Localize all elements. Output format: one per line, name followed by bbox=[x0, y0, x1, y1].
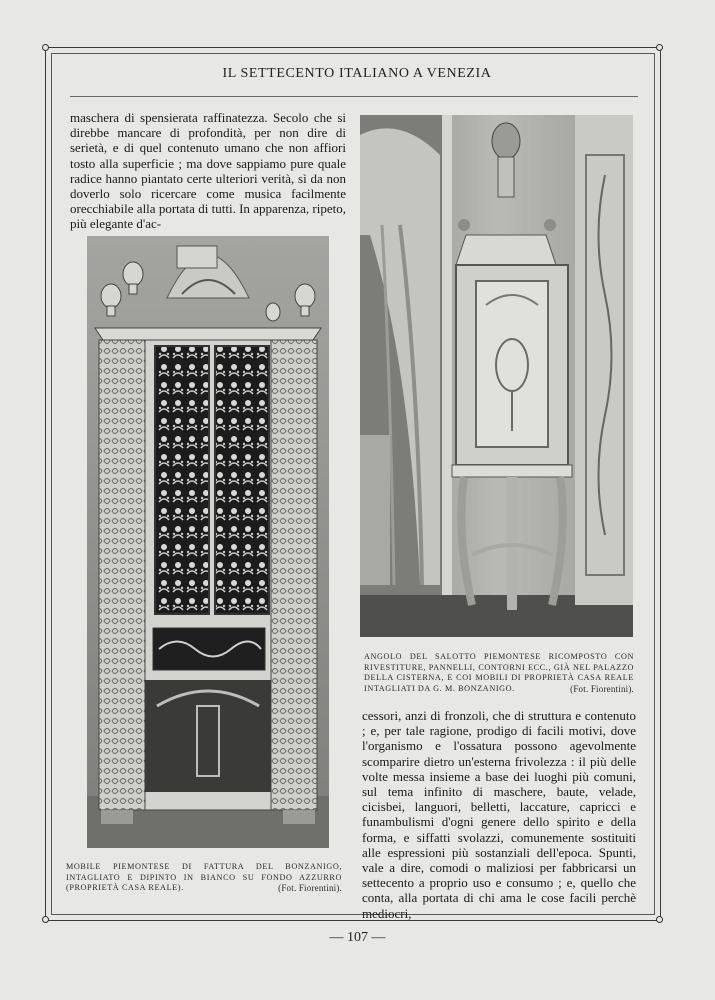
left-column bbox=[70, 110, 346, 232]
salon-corner-photo bbox=[360, 115, 633, 637]
frame-corner-ornament bbox=[42, 44, 49, 51]
left-photo-credit: (Fot. Fiorentini). bbox=[278, 883, 342, 893]
frame-corner-ornament bbox=[656, 44, 663, 51]
frame-corner-ornament bbox=[42, 916, 49, 923]
right-paragraph: cessori, anzi di fronzoli, che di struttura e contenuto ; e, per tale ragione, prodigo di facili motivi, dove l'organismo e l'ossatura possono agevolmente scomparire dietro un'esterna frivolezza : il più delle volte messa insieme a base dei luoghi più comuni, sul tema infinito di maschere, baute, velade, cicisbei, languori, belletti, laccature, capricci e funambulismi d'ogni genere dello spirito e della forma, e siffatti svolazzi, comunemente sostituiti alle espressioni più sostanziali dell'epoca. Spunti, vale a dire, comodi o maliziosi per fabbricarsi un settecento a proprio uso e consumo ; e, quello che conta, alla portata di chi ama le cose facili perchè mediocri, bbox=[362, 708, 636, 921]
right-caption-text: ANGOLO DEL SALOTTO PIEMONTESE RICOMPOSTO CON RIVESTITURE, PANNELLI, CONTORNI ECC., GIÀ NEL PALAZZO DELLA CISTERNA, E COI MOBILI DI PROPRIETÀ CASA REALE INTAGLIATI DA G. M. BONZANIGO. bbox=[364, 652, 634, 693]
left-caption-text: MOBILE PIEMONTESE DI FATTURA DEL BONZANIGO, INTAGLIATO E DIPINTO IN BIANCO SU FONDO AZZURRO (PROPRIETÀ CASA REALE). bbox=[66, 862, 342, 892]
cabinet-photo bbox=[87, 236, 329, 848]
header-rule bbox=[70, 96, 638, 97]
cabinet-illustration bbox=[87, 236, 329, 848]
page-number: — 107 — bbox=[329, 930, 386, 945]
salon-illustration bbox=[360, 115, 633, 637]
right-photo-credit: (Fot. Fiorentini). bbox=[570, 683, 634, 694]
frame-corner-ornament bbox=[656, 916, 663, 923]
left-figure-caption bbox=[66, 862, 342, 894]
running-title: IL SETTECENTO ITALIANO A VENEZIA bbox=[222, 66, 492, 81]
right-column bbox=[362, 708, 636, 921]
right-figure-caption bbox=[364, 652, 634, 694]
left-paragraph: maschera di spensierata raffinatezza. Secolo che si direbbe mancare di profondità, per non dire di serietà, e di quel contenuto umano che non affiori tosto alla superficie ; ma dove sappiamo pure quale radice hanno piantato certe ulteriori verità, sì da non doverlo solo ricercare come musica facilmente orecchiabile alla portata di tutti. In apparenza, ripeto, più elegante d'ac- bbox=[70, 110, 346, 232]
